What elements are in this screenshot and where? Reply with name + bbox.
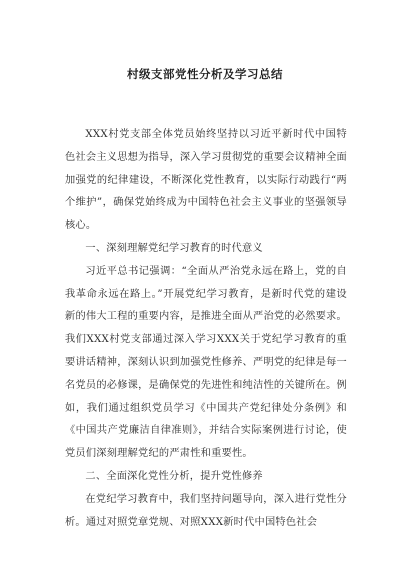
section-1-paragraph: 习近平总书记强调：“全面从严治党永远在路上，党的自我革命永远在路上。”开展党纪学习教育，是新时代党的建设新的伟大工程的重要内容，是推进全面从严治党的必然要求。我们XXX村党支部通过深入学习XXX关于党纪学习教育的重要讲话精神，深刻认识到加强党性修养、严明党的纪律是每一名党员的必修课，是确保党的先进性和纯洁性的关键所在。例如，我们通过组织党员学习《中国共产党纪律处分条例》和《中国共产党廉洁自律准则》，并结合实际案例进行讨论，使党员们深刻理解党纪的严肃性和重要性。 (65, 265, 347, 460)
document-body (65, 124, 347, 534)
section-heading-1: 一、深刻理解党纪学习教育的时代意义 (85, 242, 263, 254)
section-heading-2: 二、全面深化党性分析，提升党性修养 (85, 470, 263, 482)
intro-paragraph: XXX村党支部全体党员始终坚持以习近平新时代中国特色社会主义思想为指导，深入学习贯彻党的重要会议精神全面加强党的纪律建设，不断深化党性教育，以实际行动践行“两个维护”，确保党始终成为中国特色社会主义事业的坚强领导核心。 (65, 129, 347, 232)
section-2-paragraph: 在党纪学习教育中，我们坚持问题导向，深入进行党性分析。通过对照党章党规、对照XXX新时代中国特色社会 (65, 493, 347, 528)
document-title: 村级支部党性分析及学习总结 (127, 67, 283, 81)
